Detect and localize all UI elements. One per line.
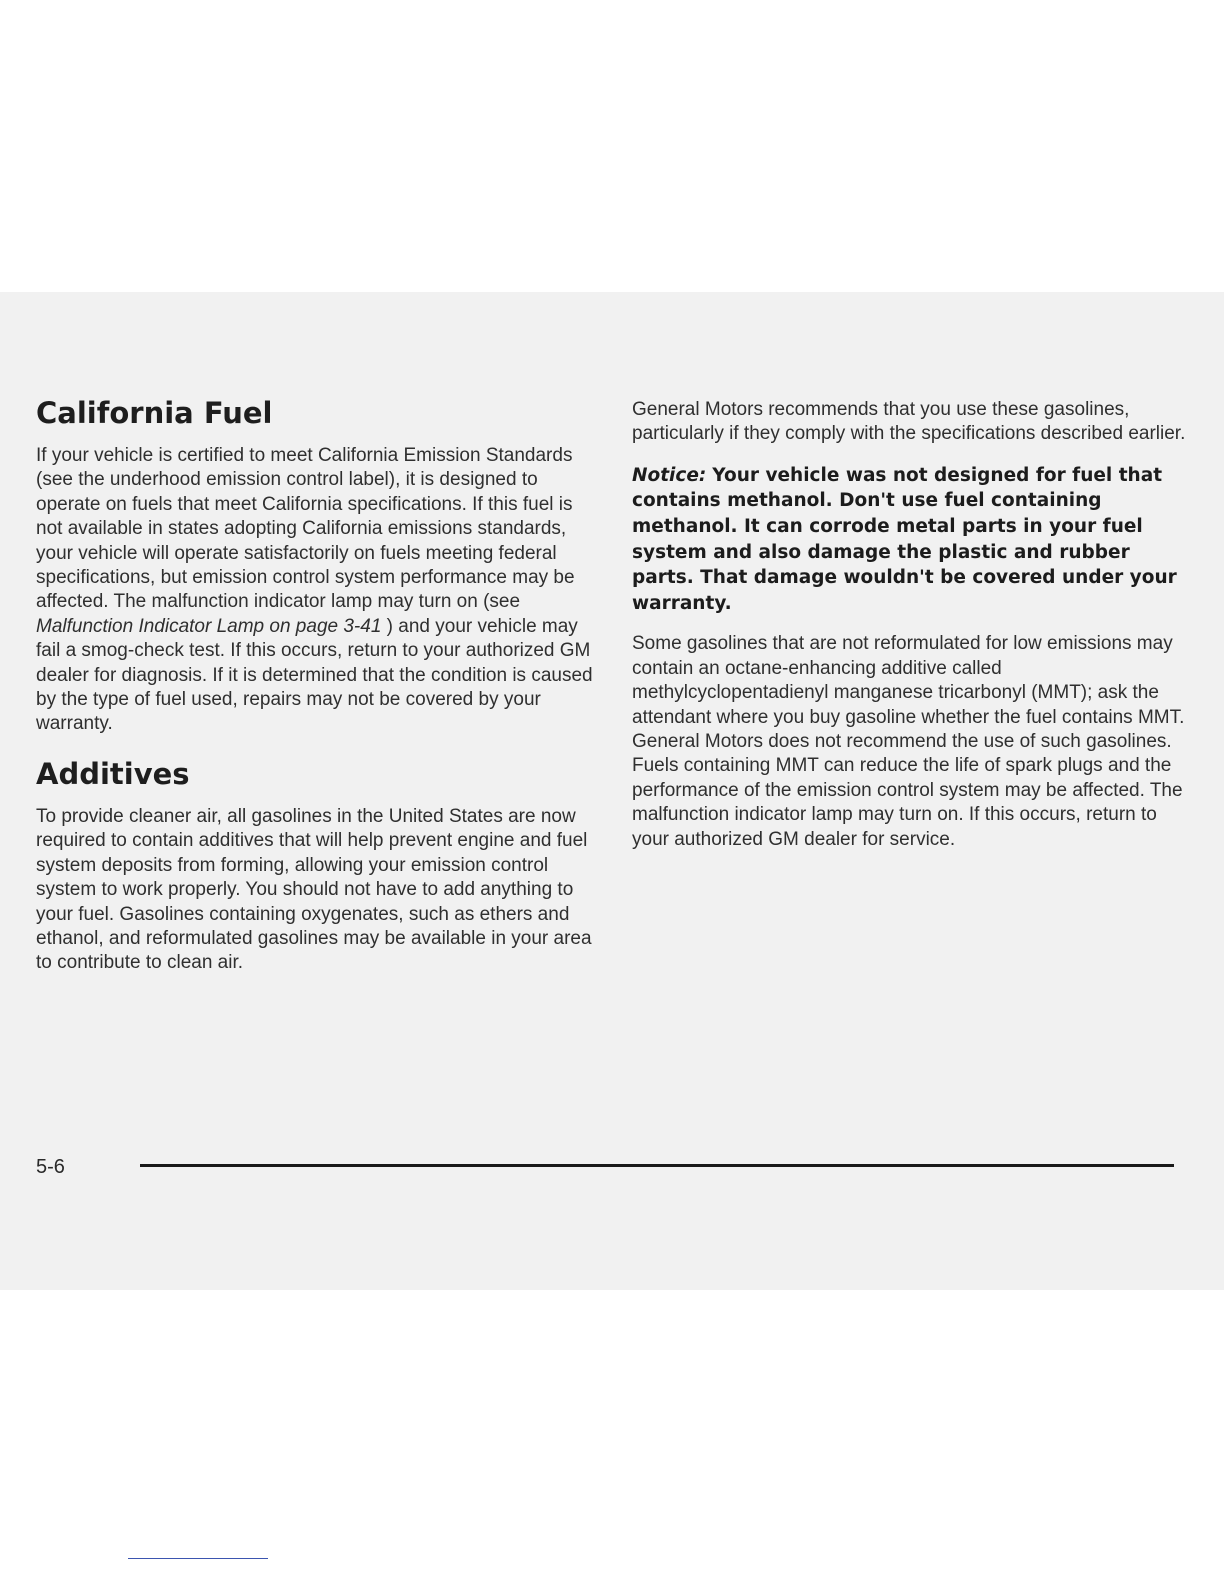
methanol-notice — [632, 463, 1188, 617]
mmt-paragraph: Some gasolines that are not reformulated for low emissions may contain an octane-enhancing additive called methylcyclopentadienyl manganese tricarbonyl (MMT); ask the attendant where you buy gasoline whether the fuel contains MMT. General Motors does not recommend the use of such gasolines. Fuels containing MMT can reduce the life of spark plugs and the performance of the emission control system may be affected. The malfunction indicator lamp may turn on. If this occurs, return to your authorized GM dealer for service. — [632, 633, 1185, 850]
california-fuel-paragraph — [36, 444, 596, 737]
california-fuel-text-end: ) and your vehicle may fail a smog-check test. If this occurs, return to your authorized GM dealer for diagnosis. If it is determined that the condition is caused by the type of fuel used, repairs may not be covered by your warranty. — [36, 615, 593, 735]
bottom-link-underline — [128, 1558, 268, 1559]
gm-recommendation-paragraph: General Motors recommends that you use these gasolines, particularly if they comply with the specifications described earlier. — [632, 399, 1186, 445]
notice-text: Your vehicle was not designed for fuel that contains methanol. Don't use fuel containing methanol. It can corrode metal parts in your fuel system and also damage the plastic and rubber parts. That damage wouldn't be covered under your warranty. — [632, 464, 1177, 614]
malfunction-lamp-reference-link[interactable]: Malfunction Indicator Lamp on page 3-41 — [36, 615, 382, 637]
additives-heading: Additives — [36, 756, 190, 791]
notice-label: Notice: — [632, 464, 707, 486]
footer-rule — [140, 1164, 1174, 1167]
additives-paragraph: To provide cleaner air, all gasolines in the United States are now required to contain additives that will help prevent engine and fuel system deposits from forming, allowing your emission control system to work properly. You should not have to add anything to your fuel. Gasolines containing oxygenates, such as ethers and ethanol, and reformulated gasolines may be available in your area to contribute to clean air. — [36, 805, 592, 974]
california-fuel-heading: California Fuel — [36, 396, 273, 430]
right-column — [632, 398, 1188, 868]
left-column — [36, 396, 596, 976]
california-fuel-text-start: If your vehicle is certified to meet California Emission Standards (see the underhood emission control label), it is designed to operate on fuels that meet California specifications. If this fuel is not available in states adopting California emissions standards, your vehicle will operate satisfactorily on fuels meeting federal specifications, but emission control system performance may be affected. The malfunction indicator lamp may turn on (see — [36, 445, 575, 613]
page-number: 5-6 — [36, 1156, 65, 1178]
